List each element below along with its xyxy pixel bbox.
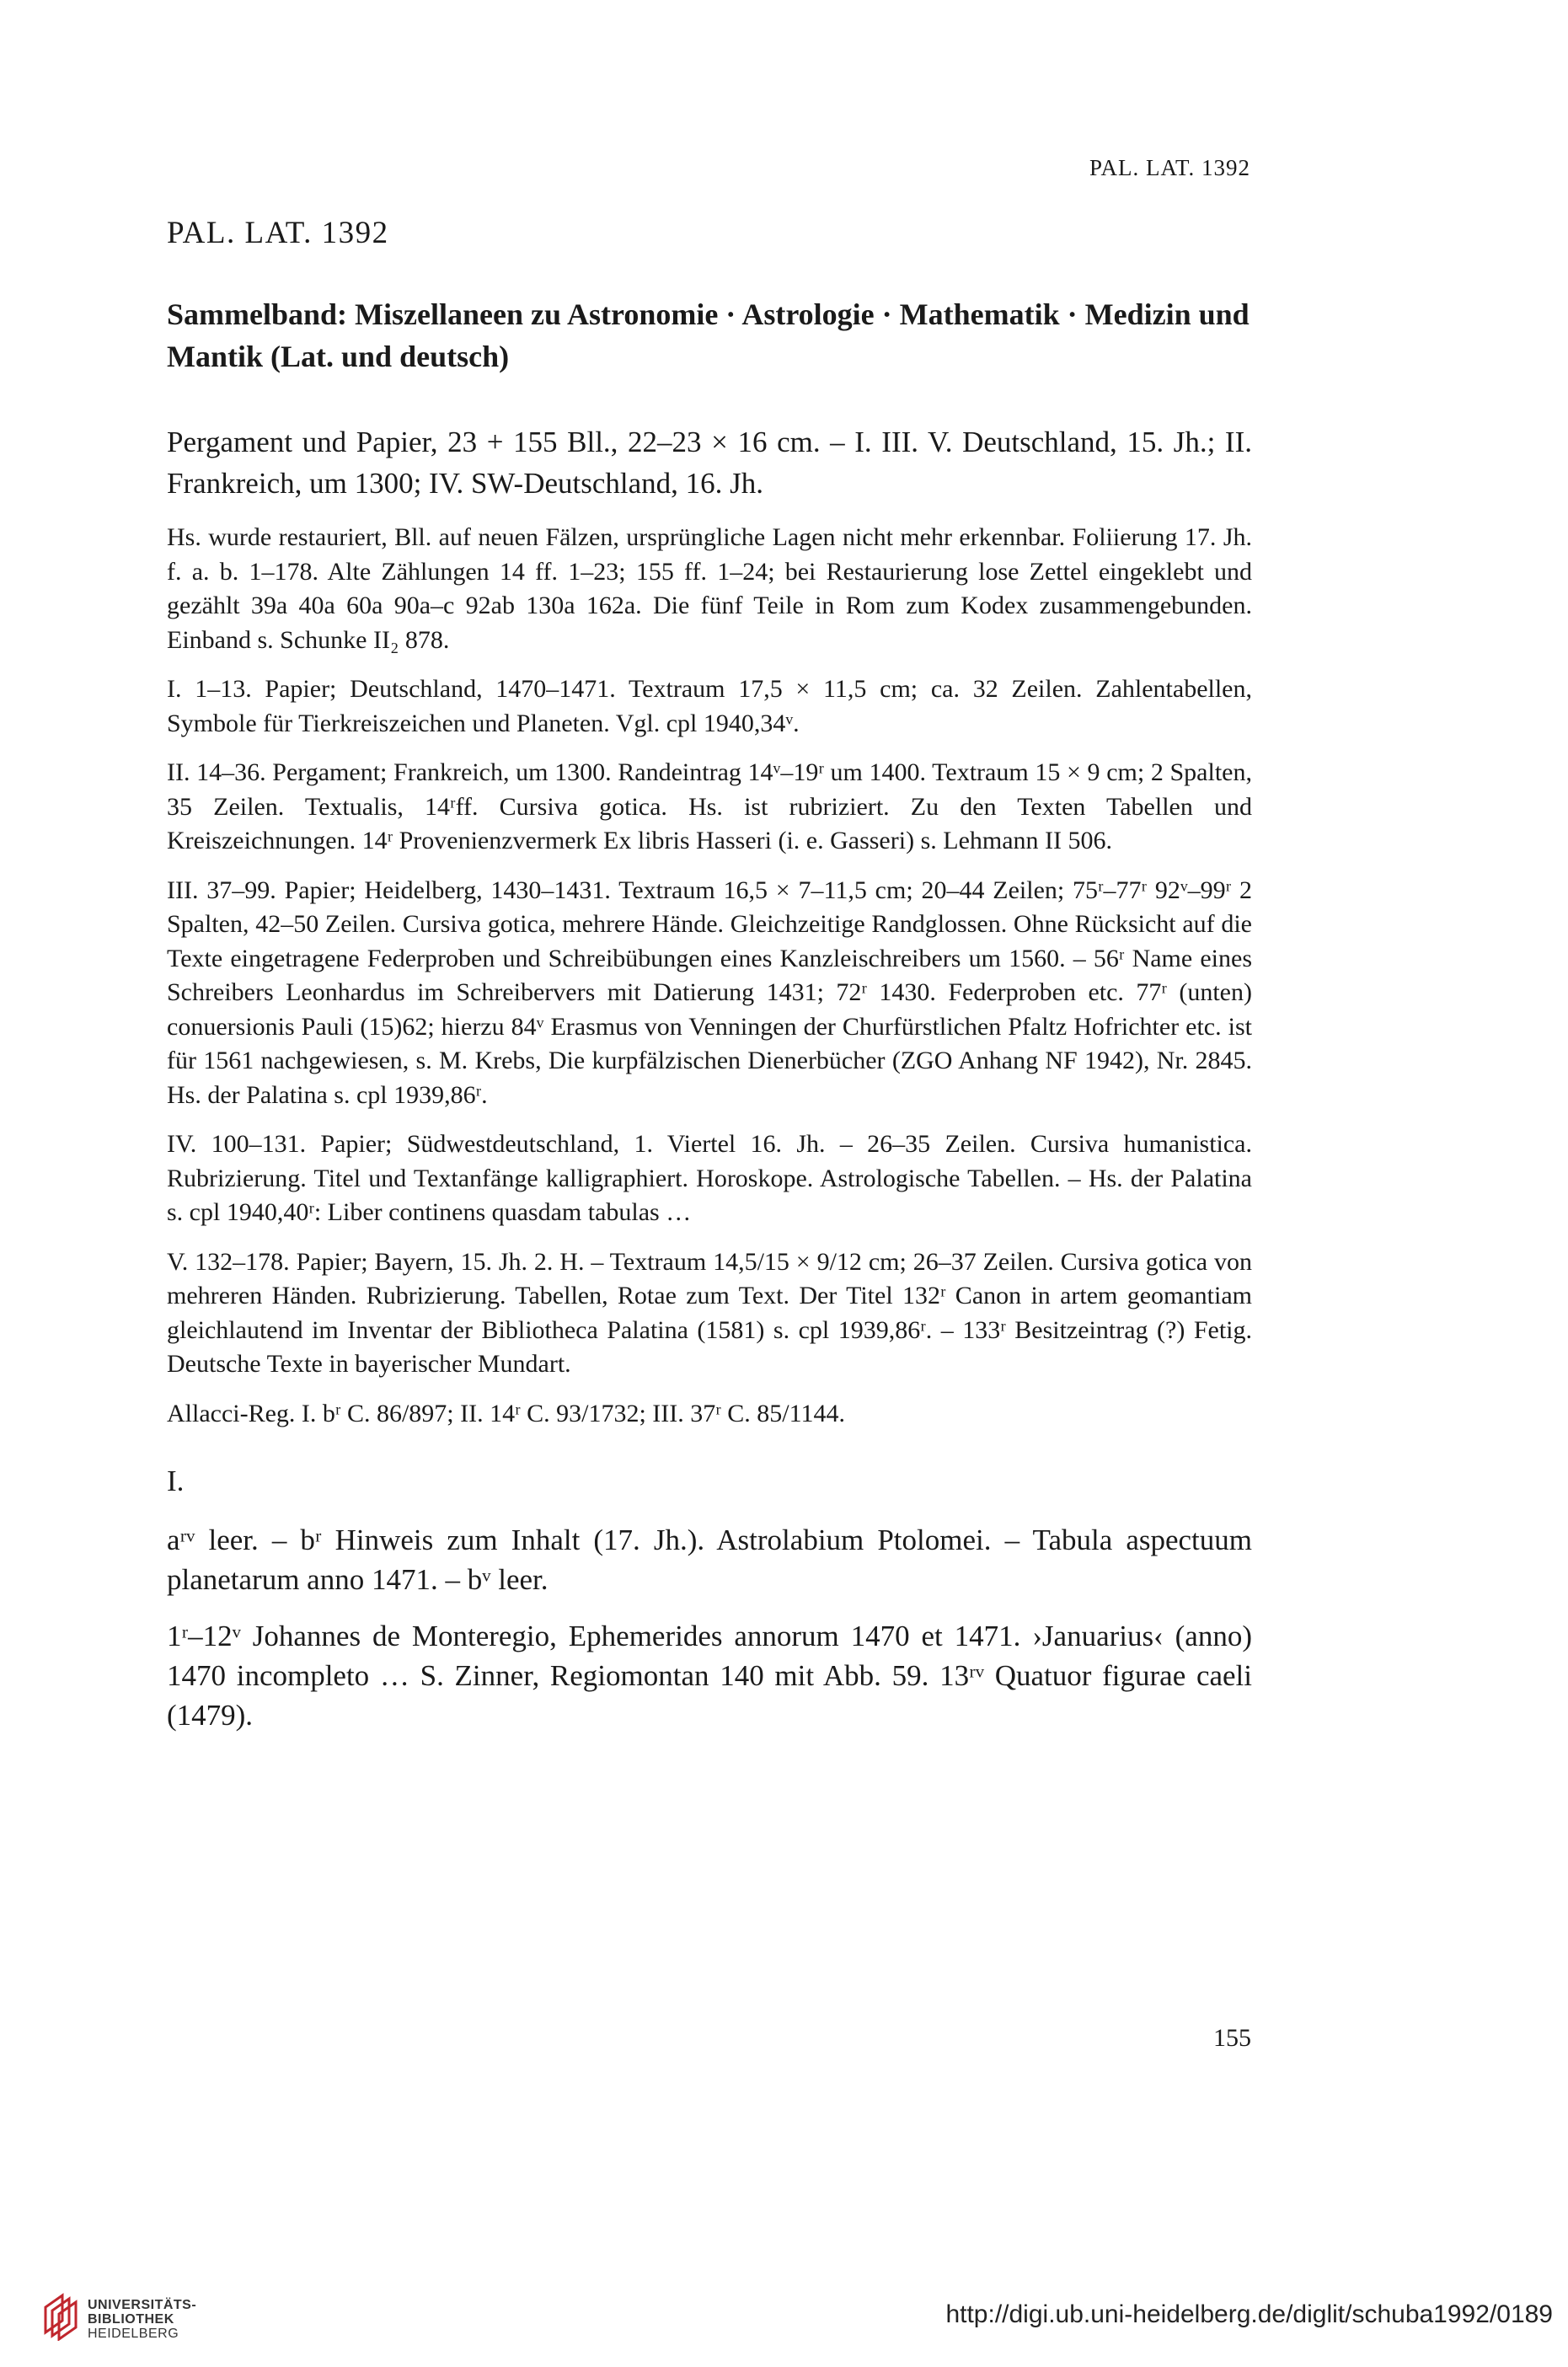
running-head: PAL. LAT. 1392 [1089,155,1250,180]
library-name [88,2298,196,2341]
content-entry-2: 1ʳ–12ᵛ Johannes de Monteregio, Ephemerides annorum 1470 et 1471. ›Januarius‹ (anno) 1470 incompleto … S. Zinner, Regiomontan 140 mit Abb. 59. 13ʳᵛ Quatuor figurae caeli (1479). [167,1620,1252,1732]
manuscript-title: Sammelband: Miszellaneen zu Astronomie · Astrologie · Mathematik · Medizin und Mantik (Lat. und deutsch) [167,297,1250,373]
catalog-entry [167,215,1252,1752]
paragraph-part-3: III. 37–99. Papier; Heidelberg, 1430–1431. Textraum 16,5 × 7–11,5 cm; 20–44 Zeilen; 75ʳ–77ʳ 92ᵛ–99ʳ 2 Spalten, 42–50 Zeilen. Cursiva gotica, mehrere Hände. Gleichzeitige Randglossen. Ohne Rücksicht auf die Texte eingetragene Federproben und Schreibübungen eines Kanzleischreibers um 1560. – 56ʳ Name eines Schreibers Leonhardus im Schreibervers mit Datierung 1431; 72ʳ 1430. Federproben etc. 77ʳ (unten) conuersionis Pauli (15)62; hierzu 84ᵛ Erasmus von Venningen der Churfürstlichen Pfaltz Hofrichter etc. ist für 1561 nachgewiesen, s. M. Krebs, Die kurpfälzischen Dienerbücher (ZGO Anhang NF 1942), Nr. 2845. Hs. der Palatina s. cpl 1939,86ʳ. [167,876,1252,1109]
source-url-link[interactable]: http://digi.ub.uni-heidelberg.de/diglit/schuba1992/0189 [945,2300,1553,2328]
library-name-line3: HEIDELBERG [88,2327,179,2341]
library-logo-icon [37,2290,88,2341]
page-number: 155 [1213,2024,1251,2052]
library-name-line1: UNIVERSITÄTS- [88,2298,197,2312]
paragraph-part-5: V. 132–178. Papier; Bayern, 15. Jh. 2. H. – Textraum 14,5/15 × 9/12 cm; 26–37 Zeilen. Cursiva gotica von mehreren Händen. Rubrizierung. Tabellen, Rotae zum Text. Der Titel 132ʳ Canon in artem geomantiam gleichlautend im Inventar der Bibliotheca Palatina (1581) s. cpl 1939,86ʳ. – 133ʳ Besitzeintrag (?) Fetig. Deutsche Texte in bayerischer Mundart. [167,1247,1252,1378]
paragraph-restoration: Hs. wurde restauriert, Bll. auf neuen Fälzen, ursprüngliche Lagen nicht mehr erkennbar. Foliierung 17. Jh. f. a. b. 1–178. Alte Zählungen 14 ff. 1–23; 155 ff. 1–24; bei Restaurierung lose Zettel eingeklebt und gezählt 39a 40a 60a 90a–c 92ab 130a 162a. Die fünf Teile in Rom zum Kodex zusammengebunden. Einband s. Schunke II₂ 878. [167,523,1252,654]
paragraph-part-4: IV. 100–131. Papier; Südwestdeutschland, 1. Viertel 16. Jh. – 26–35 Zeilen. Cursiva humanistica. Rubrizierung. Titel und Textanfänge kalligraphiert. Horoskope. Astrologische Tabellen. – Hs. der Palatina s. cpl 1940,40ʳ: Liber continens quasdam tabulas … [167,1130,1252,1226]
paragraph-allacci: Allacci-Reg. I. bʳ C. 86/897; II. 14ʳ C. 93/1732; III. 37ʳ C. 85/1144. [167,1399,846,1427]
content-entry-1: aʳᵛ leer. – bʳ Hinweis zum Inhalt (17. Jh.). Astrolabium Ptolomei. – Tabula aspectuum planetarum anno 1471. – bᵛ leer. [167,1524,1252,1596]
physical-description: Pergament und Papier, 23 + 155 Bll., 22–23 × 16 cm. – I. III. V. Deutschland, 15. Jh.; II. Frankreich, um 1300; IV. SW-Deutschland, 16. Jh. [167,426,1252,500]
paragraph-part-2: II. 14–36. Pergament; Frankreich, um 1300. Randeintrag 14ᵛ–19ʳ um 1400. Textraum 15 × 9 cm; 2 Spalten, 35 Zeilen. Textualis, 14ʳff. Cursiva gotica. Hs. ist rubriziert. Zu den Texten Tabellen und Kreiszeichnungen. 14ʳ Provenienzvermerk Ex libris Hasseri (i. e. Gasseri) s. Lehmann II 506. [167,758,1252,854]
section-label: I. [167,1465,185,1497]
paragraph-part-1: I. 1–13. Papier; Deutschland, 1470–1471. Textraum 17,5 × 11,5 cm; ca. 32 Zeilen. Zahlentabellen, Symbole für Tierkreiszeichen und Planeten. Vgl. cpl 1940,34ᵛ. [167,675,1252,737]
library-name-line2: BIBLIOTHEK [88,2312,174,2327]
shelfmark-heading: PAL. LAT. 1392 [167,216,389,250]
